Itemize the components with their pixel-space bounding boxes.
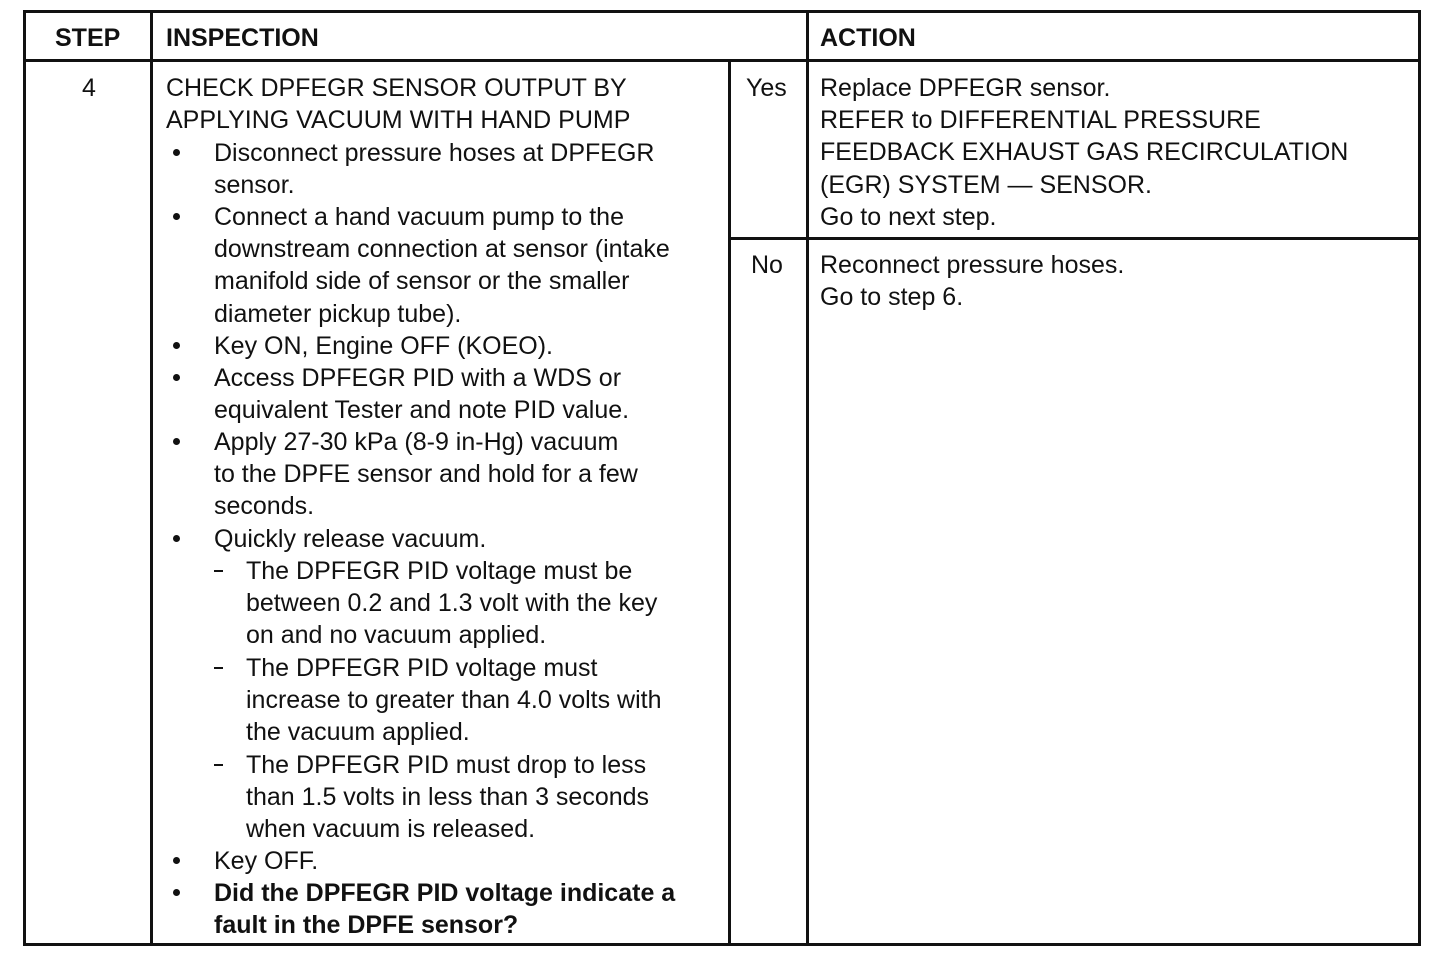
- divider-inspection-answer: [728, 62, 731, 943]
- yes-action: [820, 72, 1348, 233]
- bullet-item: [214, 362, 629, 426]
- bullet-line: diameter pickup tube).: [214, 299, 462, 328]
- bullet-line: Connect a hand vacuum pump to the: [214, 203, 624, 231]
- sub-item-line: than 1.5 volts in less than 3 seconds: [246, 783, 650, 812]
- bullet-line: to the DPFE sensor and hold for a few: [214, 460, 638, 489]
- header-divider: [26, 59, 1418, 62]
- yes-action-line: REFER to DIFFERENTIAL PRESSURE: [820, 106, 1261, 135]
- answer-no-label: No: [751, 251, 783, 279]
- bullet-line: Key OFF.: [214, 847, 319, 875]
- bullet-line: downstream connection at sensor (intake: [214, 235, 670, 264]
- sub-item-line: the vacuum applied.: [246, 718, 470, 747]
- inspection-title: [166, 72, 630, 136]
- dash-marker: [214, 570, 223, 572]
- inspection-title-line: CHECK DPFEGR SENSOR OUTPUT BY: [166, 74, 627, 102]
- header-step: STEP: [55, 24, 121, 52]
- sub-item-line: increase to greater than 4.0 volts with: [246, 686, 662, 715]
- bullet-line: manifold side of sensor or the smaller: [214, 267, 630, 296]
- bullet-marker: [173, 213, 180, 220]
- no-action: [820, 249, 1124, 313]
- bullet-line: Quickly release vacuum.: [214, 525, 487, 553]
- bullet-marker: [173, 374, 180, 381]
- yes-no-divider: [731, 237, 1418, 240]
- inspection-title-line: APPLYING VACUUM WITH HAND PUMP: [166, 106, 631, 135]
- dash-marker: [214, 764, 223, 766]
- bullet-item: [214, 845, 318, 877]
- bullet-marker: [173, 857, 180, 864]
- bullet-line: seconds.: [214, 492, 315, 521]
- sub-item-line: on and no vacuum applied.: [246, 621, 547, 650]
- yes-action-line: Go to next step.: [820, 202, 997, 231]
- sub-item-line: The DPFEGR PID must drop to less: [246, 751, 647, 779]
- header-action: ACTION: [820, 24, 916, 52]
- bullet-item: [214, 137, 654, 201]
- bullet-line: Apply 27-30 kPa (8-9 in-Hg) vacuum: [214, 428, 619, 456]
- yes-action-line: (EGR) SYSTEM — SENSOR.: [820, 170, 1152, 199]
- bullet-marker: [173, 889, 180, 896]
- bullet-line: sensor.: [214, 171, 295, 200]
- bullet-marker: [173, 535, 180, 542]
- bullet-line: Disconnect pressure hoses at DPFEGR: [214, 139, 655, 167]
- bullet-marker: [173, 438, 180, 445]
- no-action-line: Reconnect pressure hoses.: [820, 251, 1125, 279]
- bullet-item: [214, 426, 638, 523]
- sub-item: [246, 749, 649, 846]
- sub-item-line: The DPFEGR PID voltage must: [246, 654, 598, 682]
- yes-action-line: FEEDBACK EXHAUST GAS RECIRCULATION: [820, 138, 1349, 167]
- header-inspection: INSPECTION: [166, 24, 319, 52]
- inspection-question: [214, 877, 675, 941]
- no-action-line: Go to step 6.: [820, 283, 964, 312]
- answer-yes-label: Yes: [746, 74, 787, 102]
- step-number: 4: [82, 74, 96, 102]
- bullet-line: Key ON, Engine OFF (KOEO).: [214, 332, 553, 360]
- bullet-item: [214, 523, 486, 555]
- question-line: Did the DPFEGR PID voltage indicate a: [214, 879, 676, 907]
- sub-item-line: when vacuum is released.: [246, 815, 536, 844]
- sub-item: [246, 652, 662, 749]
- bullet-line: Access DPFEGR PID with a WDS or: [214, 364, 622, 392]
- bullet-marker: [173, 149, 180, 156]
- yes-action-line: Replace DPFEGR sensor.: [820, 74, 1111, 102]
- bullet-marker: [173, 342, 180, 349]
- divider-answer-action: [806, 13, 809, 943]
- bullet-item: [214, 201, 670, 330]
- bullet-line: equivalent Tester and note PID value.: [214, 396, 630, 425]
- dash-marker: [214, 667, 223, 669]
- sub-item: [246, 555, 657, 652]
- question-line: fault in the DPFE sensor?: [214, 911, 519, 940]
- sub-item-line: between 0.2 and 1.3 volt with the key: [246, 589, 658, 618]
- bullet-item: [214, 330, 553, 362]
- divider-step-inspection: [150, 13, 153, 943]
- sub-item-line: The DPFEGR PID voltage must be: [246, 557, 633, 585]
- inspection-table: [23, 10, 1421, 946]
